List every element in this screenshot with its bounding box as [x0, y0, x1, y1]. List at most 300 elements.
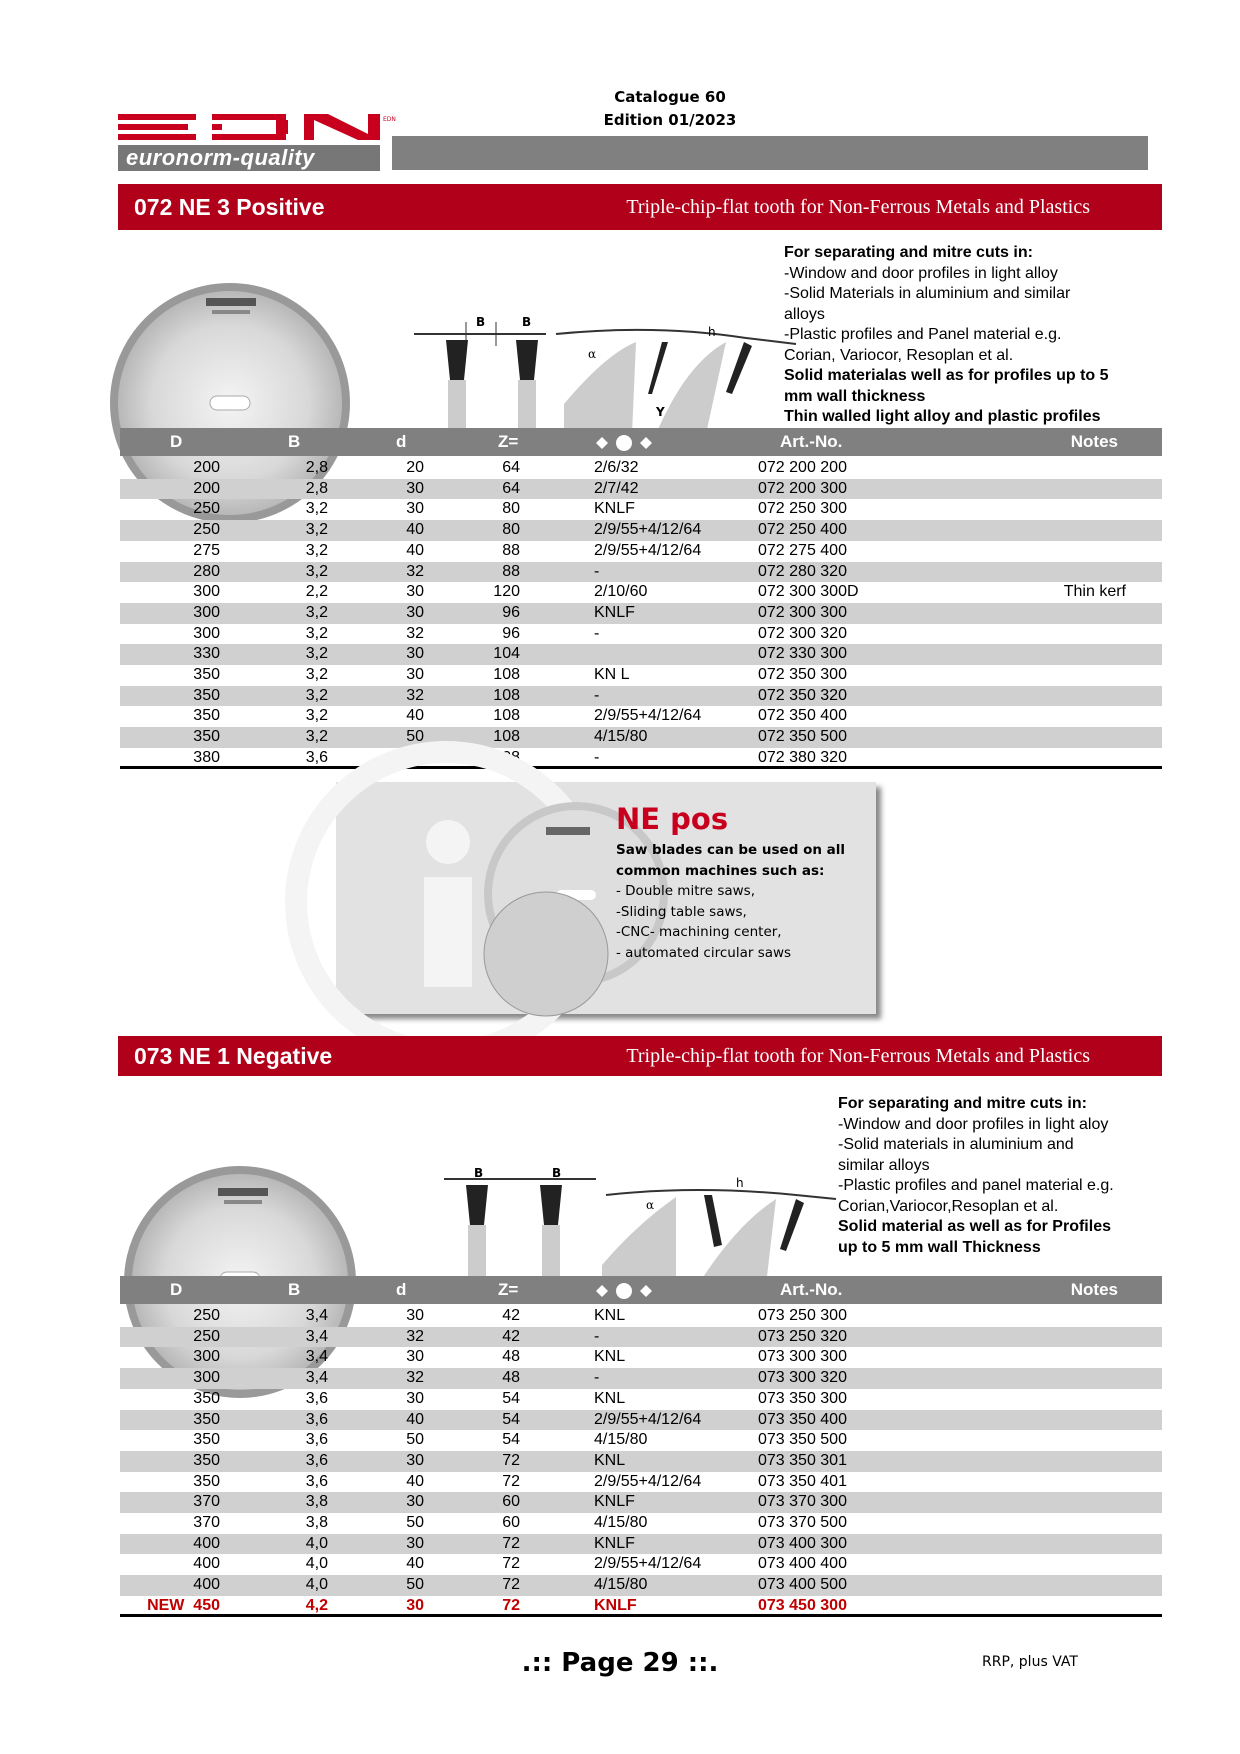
table-cell: 072 200 200 [758, 459, 847, 476]
svg-text:h: h [736, 1176, 744, 1190]
table-cell: 30 [328, 1492, 424, 1513]
table-cell [958, 1389, 1162, 1410]
table-cell [958, 1472, 1162, 1493]
edition-label: Edition 01/2023 [603, 111, 737, 129]
table-cell: - [520, 686, 744, 707]
table-cell: 30 [406, 583, 424, 601]
table-cell: 60 [502, 1514, 520, 1532]
table-cell: 073 250 300 [758, 1307, 847, 1324]
table-cell [958, 499, 1162, 520]
table-row [120, 1306, 1162, 1327]
table-cell: 2/7/42 [520, 479, 744, 500]
table-cell: 3,4 [305, 1348, 328, 1366]
table-cell: 50 [328, 727, 424, 748]
table-cell: 350 [193, 1431, 220, 1449]
table-cell [958, 1554, 1162, 1575]
description-line: Solid materialas well as for profiles up to 5 [784, 367, 1109, 384]
table-cell: 250 [193, 500, 220, 518]
page-number: .:: Page 29 ::. [521, 1648, 719, 1678]
table-cell: 108 [424, 686, 520, 707]
table-cell: 073 350 500 [758, 1431, 847, 1449]
table-row [120, 727, 1162, 748]
table-cell: 073 250 320 [744, 1327, 958, 1348]
table-cell: 2,8 [305, 459, 328, 476]
table-cell: 300 [120, 1368, 220, 1389]
table-cell: 4/15/80 [594, 1514, 648, 1532]
table-cell: 40 [406, 707, 424, 725]
description-line: Corian,Variocor,Resoplan et al. [838, 1197, 1059, 1215]
table-cell [958, 479, 1162, 500]
table-cell: 120 [493, 583, 520, 601]
pinhole-icon [594, 435, 654, 451]
table-cell: KNLF [520, 1492, 744, 1513]
table-cell: 2/9/55+4/12/64 [594, 1555, 702, 1573]
edn-logo [118, 114, 396, 140]
table-cell [958, 1575, 1162, 1596]
section2-table-header [120, 1276, 1162, 1304]
table-cell: 330 [120, 644, 220, 665]
description-line: -Solid materials in aluminium and [838, 1136, 1074, 1153]
table-cell: Thin kerf [1063, 583, 1126, 601]
table-cell: 64 [502, 459, 520, 476]
description-line: -Window and door profiles in light alloy [784, 264, 1058, 282]
table-cell: 4/15/80 [520, 1575, 744, 1596]
table-cell: 4/15/80 [594, 1431, 648, 1449]
description-line: similar alloys [838, 1156, 930, 1174]
table-cell: 072 380 320 [758, 748, 847, 766]
section2-banner [118, 1036, 1162, 1076]
table-row [120, 520, 1162, 541]
col-notes-2: Notes [1070, 1280, 1118, 1299]
section2-subtitle: Triple-chip-flat tooth for Non-Ferrous Metals and Plastics [626, 1045, 1090, 1067]
table-cell: 72 [424, 1451, 520, 1472]
table-cell: 275 [193, 541, 220, 559]
table-cell: 48 [424, 1368, 520, 1389]
table-cell [958, 1513, 1162, 1534]
table-cell: 380 [193, 748, 220, 766]
table-cell: 30 [328, 479, 424, 500]
col-D-2: D [170, 1280, 183, 1299]
table-cell: 54 [502, 1431, 520, 1449]
table-cell: 350 [120, 727, 220, 748]
table-cell: 250 [120, 1327, 220, 1348]
table-cell: 2,8 [220, 479, 328, 500]
table-row [120, 706, 1162, 727]
table-cell: NEW 450 [147, 1596, 220, 1614]
table-cell: 2,2 [305, 583, 328, 601]
svg-text:B: B [474, 1166, 484, 1180]
table-cell: 40 [328, 1410, 424, 1431]
col-B: B [288, 432, 301, 451]
col-d-2: d [396, 1280, 407, 1299]
table-cell: 350 [120, 686, 220, 707]
table-cell: 108 [493, 748, 520, 766]
table-cell: 32 [328, 1327, 424, 1348]
table-cell [958, 1410, 1162, 1431]
section1-title: 072 NE 3 Positive [134, 194, 325, 220]
section1-rule [120, 766, 1162, 769]
table-cell: 350 [193, 707, 220, 725]
table-cell: 200 [120, 479, 220, 500]
table-row [120, 1575, 1162, 1596]
rrp-note: RRP, plus VAT [982, 1654, 1078, 1670]
table-cell: 073 400 300 [744, 1534, 958, 1555]
table-cell: 3,8 [305, 1514, 328, 1532]
table-cell: 400 [193, 1555, 220, 1573]
table-cell: 30 [328, 1534, 424, 1555]
table-cell: 200 [193, 459, 220, 476]
section1-description [784, 243, 1109, 428]
col-d: d [396, 432, 407, 451]
logo-text: EDN [383, 116, 396, 123]
table-cell [958, 644, 1162, 665]
description-line: -Plastic profiles and panel material e.g. [838, 1177, 1114, 1194]
table-cell: 250 [120, 520, 220, 541]
description-line: Corian, Variocor, Resoplan et al. [784, 346, 1014, 364]
table-cell: 50 [406, 1514, 424, 1532]
description-line: Thin walled light alloy and plastic profiles [784, 408, 1101, 425]
table-cell: 073 400 500 [744, 1575, 958, 1596]
table-cell: 4/15/80 [520, 727, 744, 748]
table-cell: 108 [493, 707, 520, 725]
table-cell: 108 [424, 727, 520, 748]
table-cell: 073 450 300 [758, 1596, 847, 1614]
table-cell: 300 [193, 583, 220, 601]
table-cell: 2/9/55+4/12/64 [520, 520, 744, 541]
description-line: -Plastic profiles and Panel material e.g. [784, 326, 1062, 343]
info-title: NE pos [616, 802, 729, 836]
table-cell: 3,6 [220, 1451, 328, 1472]
pinhole-icon-2 [594, 1283, 654, 1299]
table-cell: 50 [406, 1431, 424, 1449]
col-D: D [170, 432, 183, 451]
table-cell: 80 [424, 520, 520, 541]
table-cell: 40 [328, 520, 424, 541]
table-cell: - [594, 748, 600, 766]
table-cell: 073 350 300 [758, 1389, 847, 1407]
table-cell: KNL [520, 1451, 744, 1472]
table-cell: 72 [424, 1534, 520, 1555]
table-cell: 073 400 400 [758, 1555, 847, 1573]
col-artno: Art.-No. [780, 432, 843, 451]
table-cell: 72 [502, 1472, 520, 1490]
table-cell: 30 [406, 1348, 424, 1366]
info-line: - Double mitre saws, [616, 883, 756, 899]
table-cell: KNL [594, 1389, 626, 1407]
table-cell: 072 350 500 [744, 727, 958, 748]
table-cell: 30 [406, 1307, 424, 1324]
table-cell: KNLF [594, 1596, 637, 1614]
table-row [120, 1451, 1162, 1472]
table-cell: 54 [502, 1389, 520, 1407]
table-cell: 108 [493, 666, 520, 684]
table-cell: 370 [193, 1514, 220, 1532]
table-cell: 4,2 [305, 1596, 328, 1614]
table-cell: 4,0 [220, 1575, 328, 1596]
table-cell: 20 [406, 459, 424, 476]
description-line: mm wall thickness [784, 387, 926, 405]
svg-text:B: B [552, 1166, 562, 1180]
table-cell: 280 [120, 562, 220, 583]
table-cell: 3,8 [220, 1492, 328, 1513]
table-cell: 32 [328, 562, 424, 583]
info-line: common machines such as: [616, 862, 825, 879]
table-cell: 370 [120, 1492, 220, 1513]
table-row [120, 582, 1162, 603]
table-cell: 073 300 320 [744, 1368, 958, 1389]
table-cell [958, 520, 1162, 541]
table-cell [958, 727, 1162, 748]
table-cell: KNL [594, 1307, 626, 1324]
table-cell: 3,4 [305, 1307, 328, 1324]
svg-text:B: B [476, 315, 486, 329]
table-cell: KNLF [520, 603, 744, 624]
table-row [120, 1534, 1162, 1555]
table-cell: 40 [406, 541, 424, 559]
table-cell: 3,2 [220, 686, 328, 707]
svg-text:B: B [522, 315, 532, 329]
table-cell: 250 [193, 1307, 220, 1324]
table-row [120, 458, 1162, 479]
table-cell: - [520, 1368, 744, 1389]
col-artno-2: Art.-No. [780, 1280, 843, 1299]
description-line: For separating and mitre cuts in: [784, 244, 1033, 261]
table-cell: KN L [594, 666, 630, 684]
table-cell [958, 1430, 1162, 1451]
table-row [120, 562, 1162, 583]
table-cell: 072 350 400 [758, 707, 847, 725]
table-cell: 400 [120, 1575, 220, 1596]
col-Z-2: Z= [498, 1280, 519, 1299]
table-row [120, 665, 1162, 686]
table-cell: 72 [502, 1555, 520, 1573]
table-cell [520, 644, 744, 665]
table-cell: 2/9/55+4/12/64 [520, 1410, 744, 1431]
table-cell: 2/9/55+4/12/64 [594, 1472, 702, 1490]
table-cell: 3,2 [220, 727, 328, 748]
section2-rule [120, 1614, 1162, 1617]
table-cell: 072 250 300 [758, 500, 847, 518]
table-cell: 30 [406, 500, 424, 518]
table-cell [958, 603, 1162, 624]
table-cell: 30 [328, 603, 424, 624]
header-bar [392, 136, 1148, 170]
tooth-profile-diagram [406, 284, 806, 434]
table-cell: 30 [328, 1451, 424, 1472]
table-cell: 3,2 [220, 562, 328, 583]
table-cell [958, 1327, 1162, 1348]
table-row [120, 1554, 1162, 1575]
table-cell: 300 [120, 603, 220, 624]
section2-description [838, 1094, 1114, 1258]
table-cell [958, 1451, 1162, 1472]
table-cell: KNLF [594, 500, 635, 518]
catalogue-label: Catalogue 60 [614, 88, 726, 106]
table-cell: 96 [502, 624, 520, 642]
svg-text:α: α [588, 347, 597, 361]
table-cell [958, 686, 1162, 707]
table-cell: 072 330 300 [744, 644, 958, 665]
table-row [120, 686, 1162, 707]
table-cell: 072 280 320 [744, 562, 958, 583]
section1-table [120, 458, 1162, 769]
table-cell: 350 [193, 1389, 220, 1407]
col-notes: Notes [1070, 432, 1118, 451]
info-line: Saw blades can be used on all [616, 842, 846, 858]
table-cell: KNLF [520, 1534, 744, 1555]
table-cell: - [520, 562, 744, 583]
table-cell [958, 1347, 1162, 1368]
table-cell: 073 370 300 [744, 1492, 958, 1513]
table-cell: 073 350 301 [744, 1451, 958, 1472]
table-cell: 3,4 [220, 1368, 328, 1389]
table-cell: 072 300 320 [758, 624, 847, 642]
table-cell: 4,0 [305, 1555, 328, 1573]
description-line: alloys [784, 305, 825, 323]
table-cell: 2/6/32 [594, 459, 639, 476]
table-row [120, 1492, 1162, 1513]
table-cell: 072 300 300D [758, 583, 859, 601]
table-cell: 350 [193, 1472, 220, 1490]
section2-title: 073 NE 1 Negative [134, 1043, 333, 1069]
table-cell: 42 [502, 1307, 520, 1324]
table-cell: 2/10/60 [594, 583, 648, 601]
description-line: Solid material as well as for Profiles [838, 1218, 1111, 1235]
table-cell: 072 300 300 [744, 603, 958, 624]
table-row [120, 1513, 1162, 1534]
table-cell: 30 [406, 1596, 424, 1614]
section2-table [120, 1306, 1162, 1617]
table-cell: 80 [502, 500, 520, 518]
table-cell: 30 [328, 644, 424, 665]
table-row [120, 603, 1162, 624]
description-line: -Solid Materials in aluminium and similar [784, 285, 1071, 302]
svg-text:h: h [708, 325, 716, 339]
description-line: up to 5 mm wall Thickness [838, 1238, 1041, 1256]
table-row [120, 1472, 1162, 1493]
table-cell: 072 350 320 [744, 686, 958, 707]
info-line: -CNC- machining center, [616, 924, 782, 940]
table-cell: 30 [406, 1389, 424, 1407]
table-cell: 072 275 400 [758, 541, 847, 559]
table-row [120, 644, 1162, 665]
table-cell: 30 [406, 666, 424, 684]
table-cell [958, 624, 1162, 645]
table-row [120, 624, 1162, 645]
table-cell [958, 706, 1162, 727]
table-cell: 88 [424, 562, 520, 583]
table-cell: 3,2 [305, 500, 328, 518]
table-cell: 72 [502, 1596, 520, 1614]
table-cell: - [520, 1327, 744, 1348]
saw-blade-image [120, 228, 360, 428]
table-cell: 300 [193, 624, 220, 642]
table-cell: 3,2 [220, 520, 328, 541]
section1-table-header [120, 428, 1162, 456]
description-line: -Window and door profiles in light aloy [838, 1115, 1109, 1133]
table-cell: 3,2 [305, 666, 328, 684]
table-cell: 350 [193, 666, 220, 684]
table-row [120, 1347, 1162, 1368]
table-cell: 072 350 300 [758, 666, 847, 684]
table-cell: 64 [424, 479, 520, 500]
table-cell: 42 [424, 1327, 520, 1348]
table-cell: 32 [328, 686, 424, 707]
table-row [120, 541, 1162, 562]
table-cell [958, 665, 1162, 686]
table-cell: 3,2 [305, 624, 328, 642]
col-B-2: B [288, 1280, 301, 1299]
table-cell: 3,2 [220, 603, 328, 624]
table-cell: 350 [120, 1410, 220, 1431]
table-row [120, 1410, 1162, 1431]
table-cell: 96 [424, 603, 520, 624]
table-cell: 32 [328, 1368, 424, 1389]
table-row [120, 1430, 1162, 1451]
table-cell: 3,2 [305, 541, 328, 559]
table-cell: 104 [424, 644, 520, 665]
svg-text:Y: Y [656, 405, 665, 419]
table-cell [958, 1492, 1162, 1513]
info-text [616, 840, 845, 963]
table-cell: KNL [594, 1348, 626, 1366]
table-cell: 40 [406, 1555, 424, 1573]
table-cell: 073 350 400 [744, 1410, 958, 1431]
table-cell: 72 [424, 1575, 520, 1596]
table-cell [958, 562, 1162, 583]
table-cell [958, 541, 1162, 562]
section1-banner [118, 184, 1162, 230]
section1-subtitle: Triple-chip-flat tooth for Non-Ferrous Metals and Plastics [626, 196, 1090, 218]
table-cell: 3,6 [305, 1389, 328, 1407]
table-cell: 50 [328, 1575, 424, 1596]
table-row [120, 1389, 1162, 1410]
table-cell: 4,0 [220, 1534, 328, 1555]
table-cell: 32 [406, 748, 424, 766]
svg-text:α: α [646, 1198, 655, 1212]
table-cell: 3,2 [305, 707, 328, 725]
table-cell: 350 [120, 1451, 220, 1472]
table-cell: 3,6 [305, 1431, 328, 1449]
table-cell: 32 [406, 624, 424, 642]
table-row [120, 1368, 1162, 1389]
table-cell: 3,4 [220, 1327, 328, 1348]
col-Z: Z= [498, 432, 519, 451]
table-cell: 54 [424, 1410, 520, 1431]
table-cell: 2/9/55+4/12/64 [594, 707, 702, 725]
catalogue-info [560, 86, 780, 132]
table-cell [958, 1534, 1162, 1555]
table-cell: 072 250 400 [744, 520, 958, 541]
table-cell [958, 1306, 1162, 1327]
info-line: -Sliding table saws, [616, 903, 747, 920]
table-cell: 3,2 [220, 644, 328, 665]
table-cell: 88 [502, 541, 520, 559]
table-cell: 40 [406, 1472, 424, 1490]
info-line: - automated circular saws [616, 944, 792, 961]
table-cell: 300 [193, 1348, 220, 1366]
table-row [120, 479, 1162, 500]
table-row [120, 1327, 1162, 1348]
table-cell: 60 [424, 1492, 520, 1513]
table-cell: - [594, 624, 600, 642]
table-cell: 073 350 401 [758, 1472, 847, 1490]
table-cell: 3,6 [220, 1410, 328, 1431]
table-row [120, 499, 1162, 520]
table-cell [958, 458, 1162, 479]
table-cell: 073 300 300 [758, 1348, 847, 1366]
table-cell: 073 370 500 [758, 1514, 847, 1532]
